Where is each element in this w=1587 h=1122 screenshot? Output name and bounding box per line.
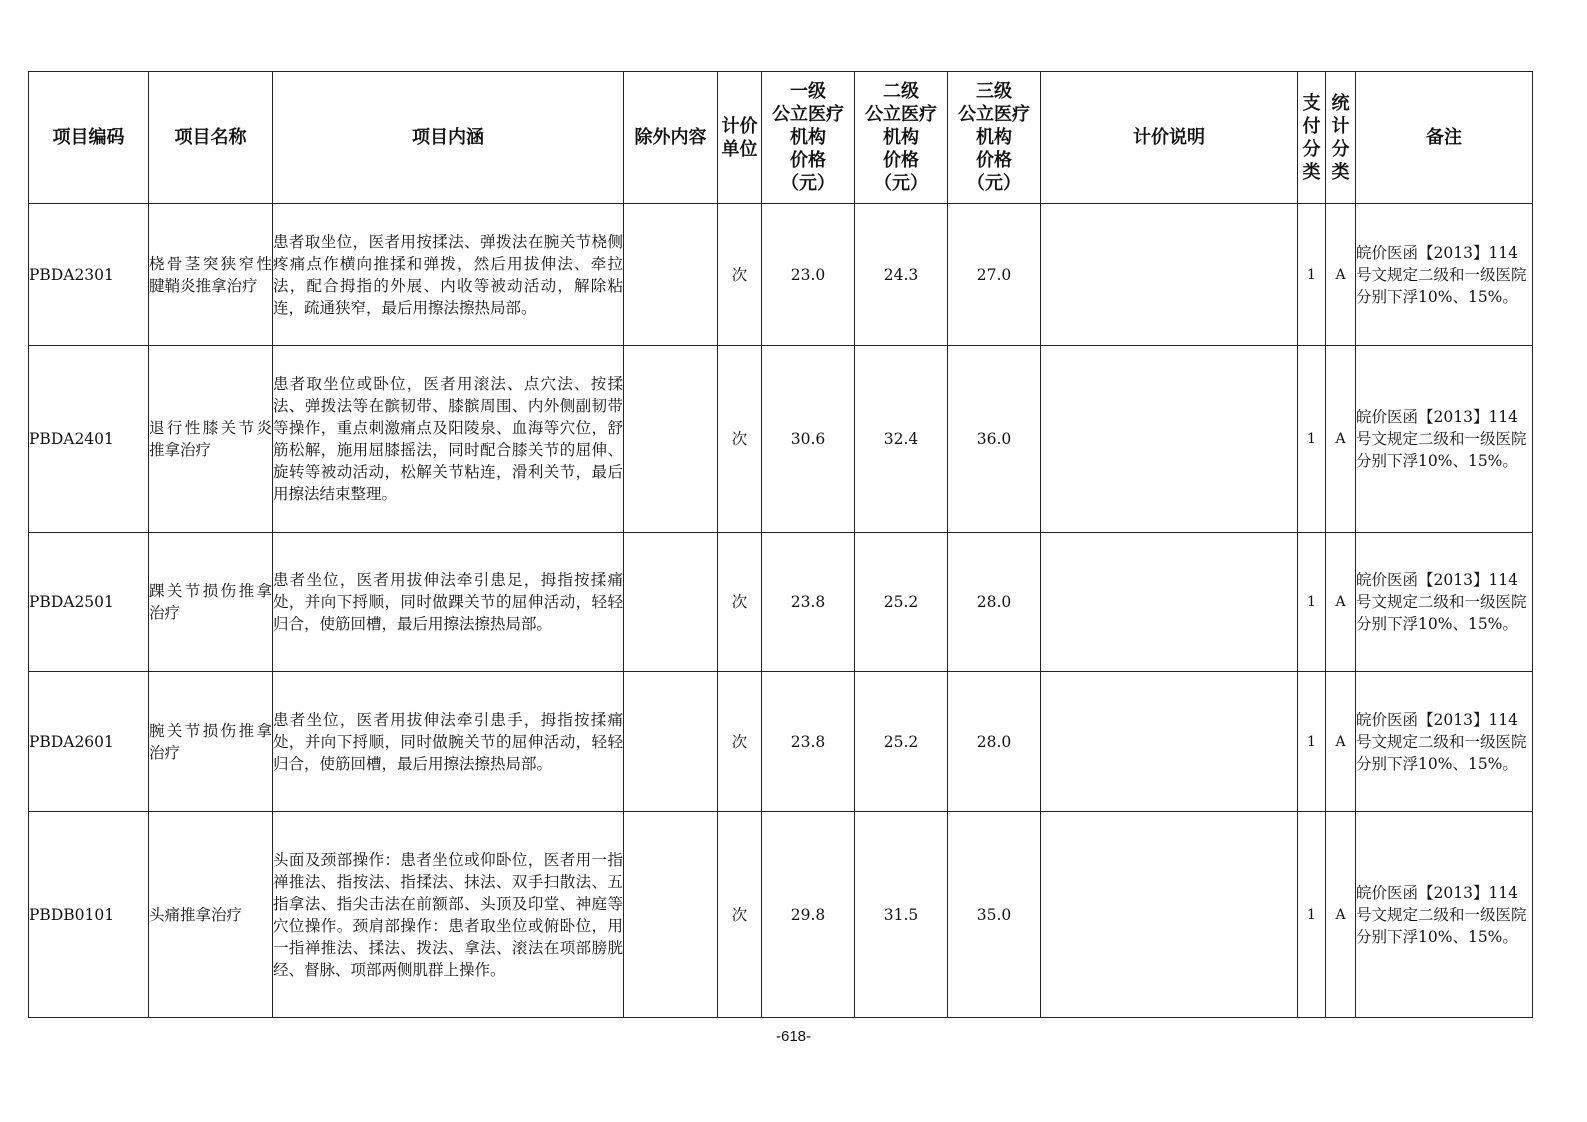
item-price-level1: 30.6 <box>762 346 855 533</box>
item-code: PBDB0101 <box>29 812 149 1018</box>
item-exclusion <box>624 533 718 672</box>
header-price-level2: 二级 公立医疗 机构 价格 （元） <box>855 72 948 204</box>
item-stat: A <box>1326 346 1356 533</box>
item-content: 头面及颈部操作：患者坐位或仰卧位，医者用一指禅推法、指按法、指揉法、抹法、双手扫散法、五指拿法、指尖击法在前额部、头顶及印堂、神庭等穴位操作。颈肩部操作：患者取坐位或俯卧位，用一指禅推法、揉法、拨法、拿法、滚法在项部膀胱经、督脉、项部两侧肌群上操作。 <box>273 812 624 1018</box>
header-pricing-note: 计价说明 <box>1041 72 1298 204</box>
header-content: 项目内涵 <box>273 72 624 204</box>
item-code: PBDA2601 <box>29 672 149 812</box>
item-unit: 次 <box>718 346 762 533</box>
item-pricing-note <box>1041 533 1298 672</box>
item-name: 踝关节损伤推拿治疗 <box>149 533 273 672</box>
item-code: PBDA2501 <box>29 533 149 672</box>
item-pricing-note <box>1041 204 1298 346</box>
table-row <box>29 672 1533 812</box>
item-stat: A <box>1326 204 1356 346</box>
item-payment: 1 <box>1298 346 1326 533</box>
header-remark: 备注 <box>1356 72 1533 204</box>
table-row <box>29 533 1533 672</box>
item-code: PBDA2301 <box>29 204 149 346</box>
item-pricing-note <box>1041 346 1298 533</box>
table-row <box>29 812 1533 1018</box>
item-name: 桡骨茎突狭窄性腱鞘炎推拿治疗 <box>149 204 273 346</box>
item-unit: 次 <box>718 533 762 672</box>
item-unit: 次 <box>718 672 762 812</box>
item-stat: A <box>1326 812 1356 1018</box>
page-number: -618- <box>775 1028 812 1045</box>
item-price-level2: 24.3 <box>855 204 948 346</box>
item-price-level2: 31.5 <box>855 812 948 1018</box>
header-code: 项目编码 <box>29 72 149 204</box>
header-price-level1: 一级 公立医疗 机构 价格 （元） <box>762 72 855 204</box>
item-exclusion <box>624 204 718 346</box>
item-content: 患者取坐位，医者用按揉法、弹拨法在腕关节桡侧疼痛点作横向推揉和弹拨，然后用拔伸法、牵拉法，配合拇指的外展、内收等被动活动，解除粘连，疏通狭窄，最后用擦法擦热局部。 <box>273 204 624 346</box>
header-name: 项目名称 <box>149 72 273 204</box>
item-remark: 皖价医函【2013】114号文规定二级和一级医院分别下浮10%、15%。 <box>1356 533 1533 672</box>
item-price-level1: 23.8 <box>762 672 855 812</box>
item-exclusion <box>624 812 718 1018</box>
header-exclusion: 除外内容 <box>624 72 718 204</box>
item-remark: 皖价医函【2013】114号文规定二级和一级医院分别下浮10%、15%。 <box>1356 346 1533 533</box>
item-remark: 皖价医函【2013】114号文规定二级和一级医院分别下浮10%、15%。 <box>1356 672 1533 812</box>
item-price-level3: 36.0 <box>948 346 1041 533</box>
item-exclusion <box>624 672 718 812</box>
item-stat: A <box>1326 672 1356 812</box>
item-pricing-note <box>1041 812 1298 1018</box>
item-payment: 1 <box>1298 533 1326 672</box>
item-stat: A <box>1326 533 1356 672</box>
header-payment: 支付分类 <box>1298 72 1326 204</box>
item-remark: 皖价医函【2013】114号文规定二级和一级医院分别下浮10%、15%。 <box>1356 812 1533 1018</box>
item-price-level1: 29.8 <box>762 812 855 1018</box>
header-unit: 计价单位 <box>718 72 762 204</box>
header-row <box>29 72 1533 204</box>
item-price-level1: 23.8 <box>762 533 855 672</box>
item-name: 头痛推拿治疗 <box>149 812 273 1018</box>
item-exclusion <box>624 346 718 533</box>
item-content: 患者坐位，医者用拔伸法牵引患足，拇指按揉痛处，并向下捋顺，同时做踝关节的屈伸活动，轻轻归合，使筋回槽，最后用擦法擦热局部。 <box>273 533 624 672</box>
item-unit: 次 <box>718 204 762 346</box>
item-price-level3: 35.0 <box>948 812 1041 1018</box>
item-price-level1: 23.0 <box>762 204 855 346</box>
item-unit: 次 <box>718 812 762 1018</box>
item-name: 腕关节损伤推拿治疗 <box>149 672 273 812</box>
item-price-level3: 28.0 <box>948 672 1041 812</box>
table-row <box>29 346 1533 533</box>
item-content: 患者取坐位或卧位，医者用滚法、点穴法、按揉法、弹拨法等在髌韧带、膝髌周围、内外侧副韧带等操作，重点刺激痛点及阳陵泉、血海等穴位，舒筋松解，施用屈膝摇法，同时配合膝关节的屈伸、旋转等被动活动，松解关节粘连，滑利关节，最后用擦法结束整理。 <box>273 346 624 533</box>
fee-schedule-table <box>28 71 1533 1018</box>
item-code: PBDA2401 <box>29 346 149 533</box>
item-price-level2: 25.2 <box>855 672 948 812</box>
item-content: 患者坐位，医者用拔伸法牵引患手，拇指按揉痛处，并向下捋顺，同时做腕关节的屈伸活动，轻轻归合，使筋回槽，最后用擦法擦热局部。 <box>273 672 624 812</box>
item-price-level3: 28.0 <box>948 533 1041 672</box>
item-price-level2: 25.2 <box>855 533 948 672</box>
item-name: 退行性膝关节炎推拿治疗 <box>149 346 273 533</box>
item-price-level3: 27.0 <box>948 204 1041 346</box>
item-payment: 1 <box>1298 672 1326 812</box>
item-pricing-note <box>1041 672 1298 812</box>
header-stat: 统计分类 <box>1326 72 1356 204</box>
header-price-level3: 三级 公立医疗 机构 价格 （元） <box>948 72 1041 204</box>
item-remark: 皖价医函【2013】114号文规定二级和一级医院分别下浮10%、15%。 <box>1356 204 1533 346</box>
item-price-level2: 32.4 <box>855 346 948 533</box>
item-payment: 1 <box>1298 812 1326 1018</box>
item-payment: 1 <box>1298 204 1326 346</box>
table-row <box>29 204 1533 346</box>
